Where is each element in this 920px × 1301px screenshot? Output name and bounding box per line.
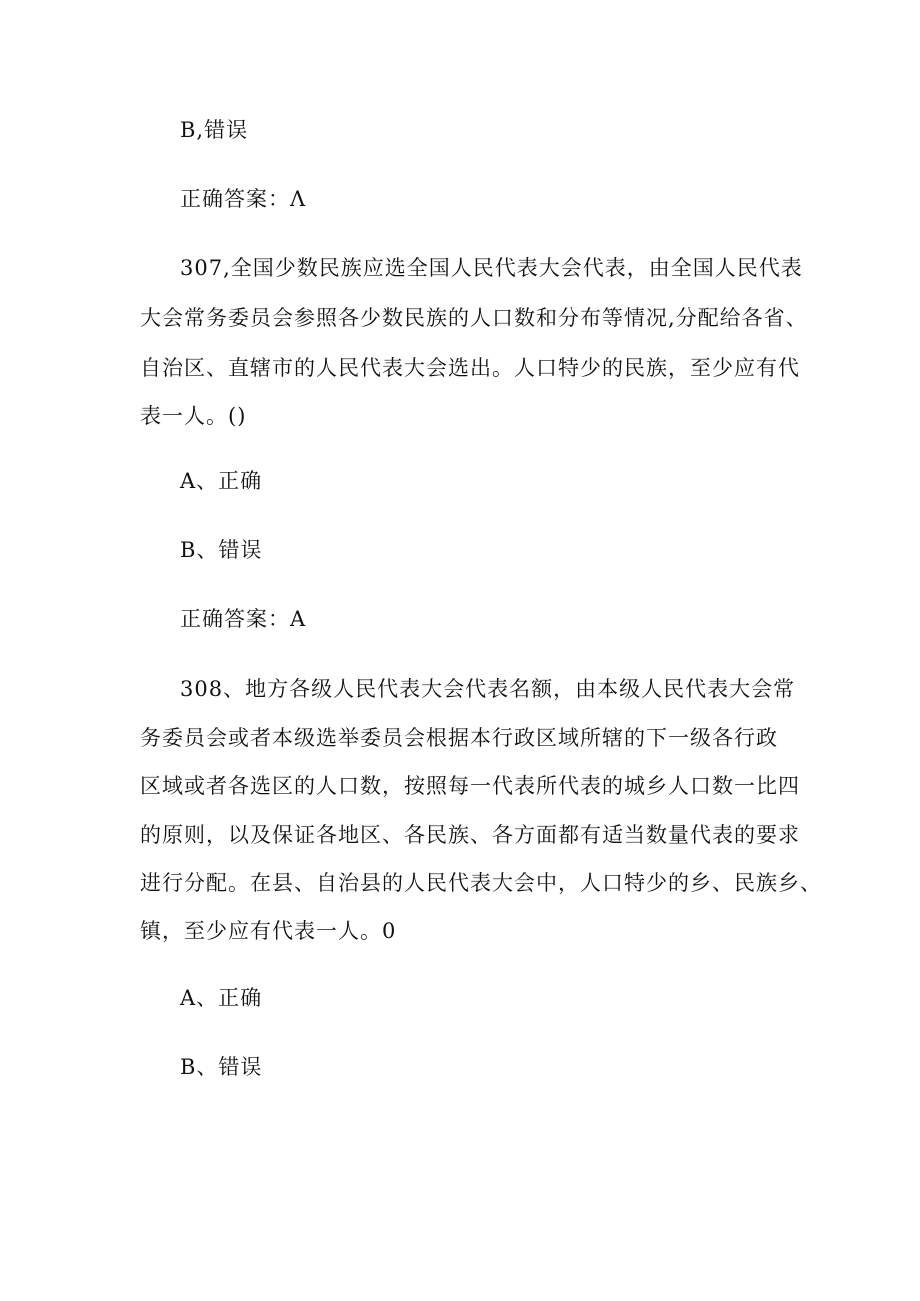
question-307-line-4: 表一人。() xyxy=(140,404,247,428)
question-308-line-6: 镇，至少应有代表一人。0 xyxy=(140,919,397,943)
question-307-option-b: B、错误 xyxy=(180,538,263,562)
option-b-prev: B,错误 xyxy=(180,118,249,142)
question-307-answer: 正确答案：A xyxy=(180,607,307,631)
question-308-line-3: 区域或者各选区的人口数，按照每一代表所代表的城乡人口数一比四 xyxy=(140,774,800,798)
question-308-line-5: 进行分配。在县、自治县的人民代表大会中，人口特少的乡、民族乡、 xyxy=(140,871,822,895)
question-307-option-a: A、正确 xyxy=(180,469,263,493)
question-308-line-1: 308、地方各级人民代表大会代表名额，由本级人民代表大会常 xyxy=(180,677,796,701)
answer-prev: 正确答案：Λ xyxy=(180,187,307,211)
question-308-option-a: A、正确 xyxy=(180,986,263,1010)
question-308-option-b: B、错误 xyxy=(180,1055,263,1079)
question-308-line-2: 务委员会或者本级选举委员会根据本行政区域所辖的下一级各行政 xyxy=(140,726,778,750)
question-307-line-1: 307,全国少数民族应选全国人民代表大会代表，由全国人民代表 xyxy=(180,256,803,280)
question-308-line-4: 的原则，以及保证各地区、各民族、各方面都有适当数量代表的要求 xyxy=(140,823,800,847)
question-307-line-2: 大会常务委员会参照各少数民族的人口数和分布等情况,分配给各省、 xyxy=(140,306,808,330)
question-307-line-3: 自治区、直辖市的人民代表大会选出。人口特少的民族，至少应有代 xyxy=(140,356,800,380)
